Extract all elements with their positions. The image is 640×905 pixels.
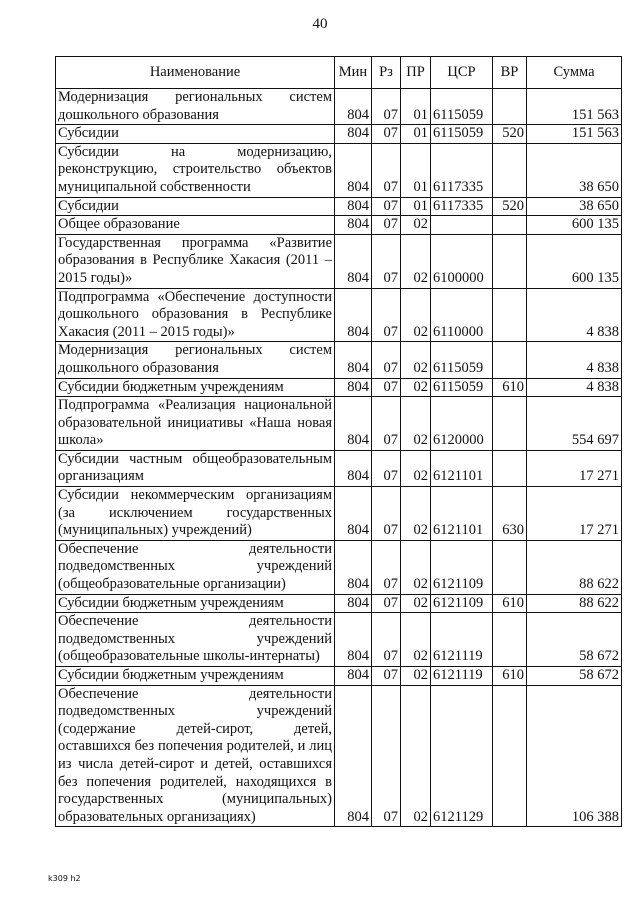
row-min: 804 bbox=[335, 487, 372, 541]
row-sum: 4 838 bbox=[527, 378, 622, 397]
row-vr bbox=[493, 450, 527, 486]
footer-code: k309 h2 bbox=[48, 874, 81, 883]
row-rz: 07 bbox=[372, 613, 401, 667]
row-pr: 02 bbox=[401, 378, 431, 397]
row-rz: 07 bbox=[372, 125, 401, 144]
row-csr bbox=[431, 216, 493, 235]
table-row bbox=[56, 197, 622, 216]
row-csr: 6121101 bbox=[431, 487, 493, 541]
row-csr: 6121109 bbox=[431, 594, 493, 613]
table-row bbox=[56, 667, 622, 686]
row-name: Субсидии частным общеобразовательным организациям bbox=[56, 450, 335, 486]
row-pr: 02 bbox=[401, 667, 431, 686]
table-row bbox=[56, 685, 622, 827]
row-csr: 6121129 bbox=[431, 685, 493, 827]
header-sum: Сумма bbox=[527, 57, 622, 89]
row-name: Обеспечение деятельности подведомственных учреждений (общеобразовательные организации) bbox=[56, 540, 335, 594]
row-rz: 07 bbox=[372, 216, 401, 235]
row-vr: 610 bbox=[493, 594, 527, 613]
row-min: 804 bbox=[335, 594, 372, 613]
row-min: 804 bbox=[335, 450, 372, 486]
row-vr bbox=[493, 89, 527, 125]
row-vr bbox=[493, 288, 527, 342]
row-csr: 6115059 bbox=[431, 89, 493, 125]
row-sum: 151 563 bbox=[527, 125, 622, 144]
budget-table bbox=[55, 56, 622, 827]
row-sum: 554 697 bbox=[527, 397, 622, 451]
row-sum: 151 563 bbox=[527, 89, 622, 125]
row-pr: 01 bbox=[401, 197, 431, 216]
row-name: Подпрограмма «Реализация национальной образовательной инициативы «Наша новая школа» bbox=[56, 397, 335, 451]
row-min: 804 bbox=[335, 378, 372, 397]
table-row bbox=[56, 216, 622, 235]
row-rz: 07 bbox=[372, 234, 401, 288]
row-pr: 02 bbox=[401, 216, 431, 235]
header-vr: ВР bbox=[493, 57, 527, 89]
row-name: Общее образование bbox=[56, 216, 335, 235]
row-vr: 610 bbox=[493, 667, 527, 686]
row-name: Субсидии bbox=[56, 125, 335, 144]
row-rz: 07 bbox=[372, 594, 401, 613]
row-vr bbox=[493, 685, 527, 827]
row-pr: 02 bbox=[401, 234, 431, 288]
row-rz: 07 bbox=[372, 487, 401, 541]
row-vr bbox=[493, 342, 527, 378]
table-row bbox=[56, 613, 622, 667]
table-header-row bbox=[56, 57, 622, 89]
row-csr: 6100000 bbox=[431, 234, 493, 288]
table-row bbox=[56, 450, 622, 486]
row-vr: 630 bbox=[493, 487, 527, 541]
row-rz: 07 bbox=[372, 89, 401, 125]
table-row bbox=[56, 288, 622, 342]
table-row bbox=[56, 397, 622, 451]
header-min: Мин bbox=[335, 57, 372, 89]
row-sum: 88 622 bbox=[527, 540, 622, 594]
row-min: 804 bbox=[335, 89, 372, 125]
header-rz: Рз bbox=[372, 57, 401, 89]
row-vr bbox=[493, 216, 527, 235]
row-vr bbox=[493, 613, 527, 667]
row-pr: 01 bbox=[401, 143, 431, 197]
row-sum: 106 388 bbox=[527, 685, 622, 827]
row-vr bbox=[493, 397, 527, 451]
row-csr: 6115059 bbox=[431, 342, 493, 378]
row-vr bbox=[493, 540, 527, 594]
row-vr: 520 bbox=[493, 197, 527, 216]
table-row bbox=[56, 143, 622, 197]
header-csr: ЦСР bbox=[431, 57, 493, 89]
row-min: 804 bbox=[335, 540, 372, 594]
row-name: Государственная программа «Развитие образования в Республике Хакасия (2011 – 2015 годы)» bbox=[56, 234, 335, 288]
page-number: 40 bbox=[312, 16, 328, 32]
row-pr: 02 bbox=[401, 540, 431, 594]
header-pr: ПР bbox=[401, 57, 431, 89]
row-csr: 6115059 bbox=[431, 378, 493, 397]
row-min: 804 bbox=[335, 143, 372, 197]
row-pr: 02 bbox=[401, 685, 431, 827]
row-rz: 07 bbox=[372, 540, 401, 594]
header-name: Наименование bbox=[56, 57, 335, 89]
row-sum: 4 838 bbox=[527, 342, 622, 378]
row-name: Подпрограмма «Обеспечение доступности дошкольного образования в Республике Хакасия (2011 – 2015 годы)» bbox=[56, 288, 335, 342]
row-vr bbox=[493, 234, 527, 288]
row-csr: 6121119 bbox=[431, 667, 493, 686]
row-sum: 88 622 bbox=[527, 594, 622, 613]
row-pr: 01 bbox=[401, 89, 431, 125]
row-sum: 17 271 bbox=[527, 487, 622, 541]
row-sum: 600 135 bbox=[527, 234, 622, 288]
row-min: 804 bbox=[335, 667, 372, 686]
row-csr: 6117335 bbox=[431, 143, 493, 197]
table-row bbox=[56, 89, 622, 125]
row-rz: 07 bbox=[372, 450, 401, 486]
row-sum: 4 838 bbox=[527, 288, 622, 342]
row-pr: 02 bbox=[401, 342, 431, 378]
row-sum: 58 672 bbox=[527, 613, 622, 667]
row-sum: 58 672 bbox=[527, 667, 622, 686]
row-name: Субсидии на модернизацию, реконструкцию, строительство объектов муниципальной собственности bbox=[56, 143, 335, 197]
row-csr: 6110000 bbox=[431, 288, 493, 342]
row-pr: 02 bbox=[401, 487, 431, 541]
row-sum: 38 650 bbox=[527, 143, 622, 197]
row-name: Субсидии bbox=[56, 197, 335, 216]
row-rz: 07 bbox=[372, 143, 401, 197]
row-csr: 6120000 bbox=[431, 397, 493, 451]
row-rz: 07 bbox=[372, 378, 401, 397]
row-min: 804 bbox=[335, 685, 372, 827]
row-min: 804 bbox=[335, 613, 372, 667]
table-row bbox=[56, 342, 622, 378]
table-row bbox=[56, 378, 622, 397]
table-row bbox=[56, 487, 622, 541]
row-name: Обеспечение деятельности подведомственных учреждений (содержание детей-сирот, детей, оставшихся без попечения родителей, и лиц из числа детей-сирот и детей, оставшихся без попечения родителей, находящихся в государственных (муниципальных) образовательных организациях) bbox=[56, 685, 335, 827]
row-min: 804 bbox=[335, 342, 372, 378]
row-pr: 02 bbox=[401, 288, 431, 342]
row-rz: 07 bbox=[372, 288, 401, 342]
table-row bbox=[56, 594, 622, 613]
row-rz: 07 bbox=[372, 667, 401, 686]
row-rz: 07 bbox=[372, 685, 401, 827]
row-sum: 17 271 bbox=[527, 450, 622, 486]
row-min: 804 bbox=[335, 397, 372, 451]
row-vr: 610 bbox=[493, 378, 527, 397]
row-name: Модернизация региональных систем дошкольного образования bbox=[56, 89, 335, 125]
row-vr: 520 bbox=[493, 125, 527, 144]
table-row bbox=[56, 234, 622, 288]
row-rz: 07 bbox=[372, 397, 401, 451]
row-csr: 6115059 bbox=[431, 125, 493, 144]
row-name: Субсидии бюджетным учреждениям bbox=[56, 594, 335, 613]
row-pr: 02 bbox=[401, 450, 431, 486]
row-name: Субсидии некоммерческим организациям (за исключением государственных (муниципальных) учреждений) bbox=[56, 487, 335, 541]
row-csr: 6121109 bbox=[431, 540, 493, 594]
row-min: 804 bbox=[335, 234, 372, 288]
table-row bbox=[56, 540, 622, 594]
row-pr: 02 bbox=[401, 594, 431, 613]
table-body bbox=[56, 89, 622, 827]
row-pr: 01 bbox=[401, 125, 431, 144]
table-row bbox=[56, 125, 622, 144]
row-min: 804 bbox=[335, 216, 372, 235]
row-rz: 07 bbox=[372, 342, 401, 378]
row-rz: 07 bbox=[372, 197, 401, 216]
row-csr: 6121119 bbox=[431, 613, 493, 667]
row-pr: 02 bbox=[401, 613, 431, 667]
row-min: 804 bbox=[335, 125, 372, 144]
row-name: Субсидии бюджетным учреждениям bbox=[56, 378, 335, 397]
row-pr: 02 bbox=[401, 397, 431, 451]
row-sum: 600 135 bbox=[527, 216, 622, 235]
row-csr: 6117335 bbox=[431, 197, 493, 216]
row-sum: 38 650 bbox=[527, 197, 622, 216]
row-name: Обеспечение деятельности подведомственных учреждений (общеобразовательные школы-интернаты) bbox=[56, 613, 335, 667]
row-min: 804 bbox=[335, 288, 372, 342]
row-min: 804 bbox=[335, 197, 372, 216]
row-name: Модернизация региональных систем дошкольного образования bbox=[56, 342, 335, 378]
row-csr: 6121101 bbox=[431, 450, 493, 486]
row-vr bbox=[493, 143, 527, 197]
row-name: Субсидии бюджетным учреждениям bbox=[56, 667, 335, 686]
